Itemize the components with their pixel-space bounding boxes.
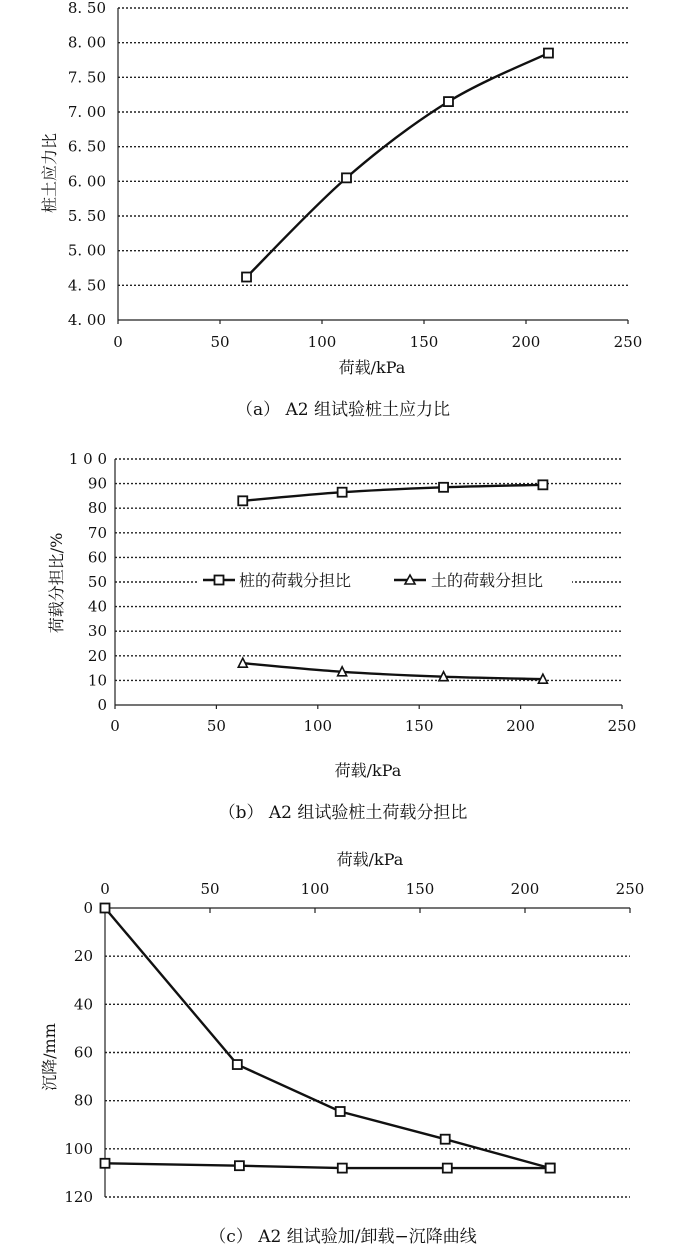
y-tick-label: 20 (73, 947, 93, 966)
y-tick-label: 50 (87, 573, 107, 591)
x-tick-label: 250 (613, 333, 643, 351)
x-tick-label: 150 (405, 880, 435, 898)
square-marker (338, 1164, 347, 1173)
chart-b-legend (198, 567, 572, 593)
y-tick-label: 40 (87, 597, 107, 616)
square-marker (441, 1135, 450, 1144)
legend-label-pile: 桩的荷载分担比 (239, 571, 352, 590)
chart-c-ylabel: 沉降/mm (40, 1023, 59, 1091)
y-tick-label: 80 (87, 499, 107, 518)
x-tick-label: 0 (100, 880, 110, 898)
chart-a-stress-ratio (68, 0, 642, 351)
square-marker (444, 97, 453, 106)
square-marker (443, 1164, 452, 1173)
x-tick-label: 50 (200, 880, 220, 898)
chart-a-ylabel: 桩土应力比 (40, 132, 59, 214)
y-tick-label: 4. 00 (67, 311, 106, 329)
y-tick-label: 0 (97, 696, 107, 714)
x-tick-label: 50 (210, 333, 230, 351)
chart-c-caption: （c） A2 组试验加/卸载−沉降曲线 (209, 1227, 477, 1247)
x-tick-label: 100 (307, 333, 337, 351)
x-tick-label: 150 (409, 333, 439, 351)
square-marker (538, 480, 547, 489)
square-marker (336, 1107, 345, 1116)
x-tick-label: 250 (615, 880, 645, 898)
y-tick-label: 6. 00 (67, 172, 106, 191)
x-tick-label: 0 (110, 717, 120, 735)
y-tick-label: 1 0 0 (68, 450, 107, 468)
y-tick-label: 8. 50 (67, 0, 106, 17)
series-line-1 (243, 485, 543, 501)
chart-a-xlabel: 荷载/kPa (338, 358, 406, 377)
series-line-2 (105, 1163, 550, 1168)
square-marker (342, 173, 351, 182)
y-tick-label: 5. 50 (67, 207, 106, 225)
y-tick-label: 100 (64, 1139, 93, 1158)
y-tick-label: 60 (73, 1043, 93, 1062)
x-tick-label: 150 (404, 717, 434, 735)
y-tick-label: 80 (73, 1091, 93, 1110)
square-marker (242, 273, 251, 282)
chart-b-ylabel: 荷载分担比/% (47, 532, 66, 634)
legend-square-marker (215, 576, 224, 585)
x-tick-label: 100 (303, 717, 333, 735)
x-tick-label: 50 (206, 717, 226, 735)
x-tick-label: 200 (506, 717, 535, 735)
square-marker (238, 496, 247, 505)
y-tick-label: 20 (87, 646, 107, 665)
square-marker (101, 1159, 110, 1168)
square-marker (546, 1164, 555, 1173)
series-line-2 (243, 663, 543, 679)
chart-c-xlabel: 荷载/kPa (336, 850, 404, 869)
x-tick-label: 200 (510, 880, 540, 898)
y-tick-label: 70 (87, 523, 107, 542)
chart-b-caption: （b） A2 组试验桩土荷载分担比 (218, 803, 468, 823)
square-marker (235, 1161, 244, 1170)
y-tick-label: 8. 00 (67, 33, 106, 52)
y-tick-label: 7. 50 (67, 68, 106, 87)
y-tick-label: 120 (64, 1188, 93, 1206)
chart-b-xlabel: 荷载/kPa (334, 761, 402, 780)
series-line-1 (105, 908, 550, 1168)
y-tick-label: 4. 50 (67, 276, 106, 295)
square-marker (544, 49, 553, 58)
x-tick-label: 0 (113, 333, 123, 351)
y-tick-label: 30 (87, 622, 107, 641)
square-marker (233, 1060, 242, 1069)
y-tick-label: 60 (87, 548, 107, 567)
chart-c-settlement (64, 880, 644, 1206)
x-tick-label: 200 (511, 333, 541, 351)
square-marker (101, 904, 110, 913)
x-tick-label: 100 (300, 880, 330, 898)
legend-label-soil: 土的荷载分担比 (431, 571, 544, 590)
y-tick-label: 5. 00 (67, 241, 106, 260)
y-tick-label: 6. 50 (67, 137, 106, 156)
series-line-1 (247, 53, 549, 277)
chart-a-caption: （a） A2 组试验桩土应力比 (235, 400, 451, 420)
y-tick-label: 0 (83, 899, 93, 917)
square-marker (338, 488, 347, 497)
square-marker (439, 483, 448, 492)
x-tick-label: 250 (607, 717, 637, 735)
y-tick-label: 10 (87, 671, 107, 690)
y-tick-label: 7. 00 (67, 103, 106, 121)
y-tick-label: 40 (73, 995, 93, 1014)
y-tick-label: 90 (87, 474, 107, 493)
